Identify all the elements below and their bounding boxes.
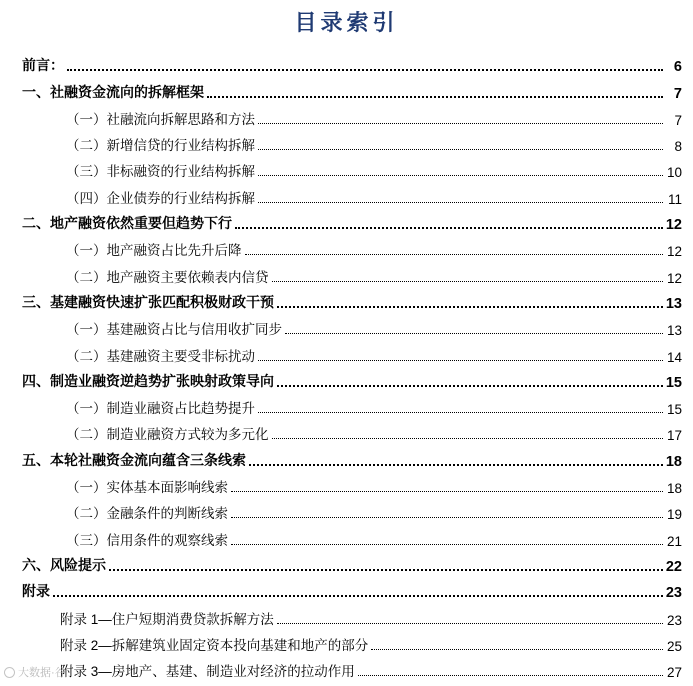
dot-leader bbox=[231, 544, 663, 545]
dot-leader bbox=[277, 385, 663, 387]
dot-leader bbox=[53, 595, 663, 597]
dot-leader bbox=[358, 675, 663, 676]
toc-entry-label: 三、基建融资快速扩张匹配积极财政干预 bbox=[22, 293, 274, 310]
toc-entry[interactable] bbox=[22, 105, 682, 131]
toc-entry-label: 附录 2—拆解建筑业固定资本投向基建和地产的部分 bbox=[60, 637, 369, 653]
toc-entry[interactable] bbox=[22, 420, 682, 446]
toc-entry-page-number: 14 bbox=[666, 349, 682, 365]
toc-entry-page-number: 18 bbox=[665, 453, 682, 470]
toc-entry-label: （一）基建融资占比与信用收扩同步 bbox=[66, 322, 282, 338]
toc-entry-page-number: 11 bbox=[667, 191, 682, 207]
toc-entry-page-number: 15 bbox=[665, 374, 682, 391]
toc-entry-page-number: 8 bbox=[674, 139, 682, 155]
toc-entry[interactable] bbox=[22, 236, 682, 262]
toc-entry-label: （二）基建融资主要受非标扰动 bbox=[66, 348, 255, 364]
toc-entry[interactable] bbox=[22, 341, 682, 367]
toc-entry[interactable] bbox=[22, 394, 682, 420]
toc-entry-label: 六、风险提示 bbox=[22, 556, 106, 573]
toc-entry[interactable] bbox=[22, 210, 682, 236]
toc-entry[interactable] bbox=[22, 262, 682, 288]
toc-entry-page-number: 7 bbox=[674, 112, 682, 128]
toc-entry-label: （四）企业债券的行业结构拆解 bbox=[66, 190, 255, 206]
toc-entry-label: 前言： bbox=[22, 57, 64, 74]
toc-entry[interactable] bbox=[22, 446, 682, 472]
toc-entry[interactable] bbox=[22, 315, 682, 341]
dot-leader bbox=[258, 360, 663, 361]
toc-entry[interactable] bbox=[22, 289, 682, 315]
toc-entry-page-number: 13 bbox=[666, 323, 682, 339]
dot-leader bbox=[371, 649, 663, 650]
toc-entry-label: （二）制造业融资方式较为多元化 bbox=[66, 427, 269, 443]
toc-entry-page-number: 18 bbox=[666, 481, 682, 497]
dot-leader bbox=[249, 464, 663, 466]
toc-entry-label: （二）地产融资主要依赖表内信贷 bbox=[66, 269, 269, 285]
toc-entry-page-number: 15 bbox=[666, 402, 682, 418]
toc-entry-page-number: 6 bbox=[673, 59, 682, 76]
toc-entry-page-number: 10 bbox=[666, 165, 682, 181]
dot-leader bbox=[245, 254, 664, 255]
dot-leader bbox=[67, 69, 663, 71]
toc-entry[interactable] bbox=[22, 552, 682, 578]
toc-entry[interactable] bbox=[22, 183, 682, 209]
toc-entry[interactable] bbox=[22, 368, 682, 394]
toc-entry[interactable] bbox=[22, 499, 682, 525]
toc-entry-label: （一）制造业融资占比趋势提升 bbox=[66, 401, 255, 417]
dot-leader bbox=[258, 412, 663, 413]
toc-entry-page-number: 12 bbox=[665, 217, 682, 234]
dot-leader bbox=[277, 623, 663, 624]
dot-leader bbox=[235, 227, 663, 229]
toc-entry-label: 二、地产融资依然重要但趋势下行 bbox=[22, 215, 232, 232]
toc-entry[interactable] bbox=[22, 604, 682, 630]
toc-entry-page-number: 21 bbox=[666, 533, 682, 549]
toc-entry-page-number: 23 bbox=[666, 612, 682, 628]
toc-entry[interactable] bbox=[22, 657, 682, 683]
dot-leader bbox=[258, 175, 663, 176]
toc-entry-page-number: 22 bbox=[665, 558, 682, 575]
table-of-contents bbox=[22, 52, 682, 683]
toc-entry-label: （一）地产融资占比先升后降 bbox=[66, 243, 242, 259]
toc-entry-page-number: 23 bbox=[665, 585, 682, 602]
toc-entry[interactable] bbox=[22, 473, 682, 499]
dot-leader bbox=[258, 149, 663, 150]
toc-entry-label: （一）社融流向拆解思路和方法 bbox=[66, 111, 255, 127]
page-title: 目录索引 bbox=[294, 10, 399, 36]
toc-entry-label: （二）金融条件的判断线索 bbox=[66, 506, 228, 522]
dot-leader bbox=[272, 281, 664, 282]
dot-leader bbox=[258, 202, 663, 203]
dot-leader bbox=[258, 123, 663, 124]
watermark-text: 大数据·谷 bbox=[18, 667, 66, 679]
toc-entry-page-number: 17 bbox=[666, 428, 682, 444]
toc-entry[interactable] bbox=[22, 525, 682, 551]
toc-entry-page-number: 12 bbox=[666, 244, 682, 260]
dot-leader bbox=[277, 306, 663, 308]
dot-leader bbox=[231, 491, 663, 492]
toc-entry-label: （一）实体基本面影响线索 bbox=[66, 480, 228, 496]
watermark bbox=[4, 664, 66, 680]
toc-entry[interactable] bbox=[22, 157, 682, 183]
toc-entry[interactable] bbox=[22, 578, 682, 604]
toc-entry-page-number: 19 bbox=[666, 507, 682, 523]
toc-entry[interactable] bbox=[22, 52, 682, 78]
toc-entry-label: （二）新增信贷的行业结构拆解 bbox=[66, 138, 255, 154]
dot-leader bbox=[207, 96, 663, 98]
toc-entry-page-number: 27 bbox=[666, 665, 682, 681]
toc-entry[interactable] bbox=[22, 631, 682, 657]
dot-leader bbox=[109, 569, 663, 571]
dot-leader bbox=[272, 438, 664, 439]
watermark-logo-icon bbox=[4, 667, 15, 678]
toc-entry-page-number: 7 bbox=[673, 85, 682, 102]
toc-entry[interactable] bbox=[22, 131, 682, 157]
toc-entry-label: 五、本轮社融资金流向蕴含三条线索 bbox=[22, 451, 246, 468]
toc-entry-page-number: 25 bbox=[666, 638, 682, 654]
toc-entry-label: 附录 1—住户短期消费贷款拆解方法 bbox=[60, 611, 274, 627]
toc-entry-label: 附录 bbox=[22, 583, 50, 600]
toc-entry-label: （三）信用条件的观察线索 bbox=[66, 532, 228, 548]
toc-entry-page-number: 13 bbox=[665, 295, 682, 312]
dot-leader bbox=[231, 517, 663, 518]
toc-entry-page-number: 12 bbox=[666, 270, 682, 286]
toc-entry-label: 附录 3—房地产、基建、制造业对经济的拉动作用 bbox=[60, 664, 355, 680]
toc-entry-label: 一、社融资金流向的拆解框架 bbox=[22, 83, 204, 100]
dot-leader bbox=[285, 333, 663, 334]
toc-entry[interactable] bbox=[22, 78, 682, 104]
toc-entry-label: 四、制造业融资逆趋势扩张映射政策导向 bbox=[22, 372, 274, 389]
toc-entry-label: （三）非标融资的行业结构拆解 bbox=[66, 164, 255, 180]
